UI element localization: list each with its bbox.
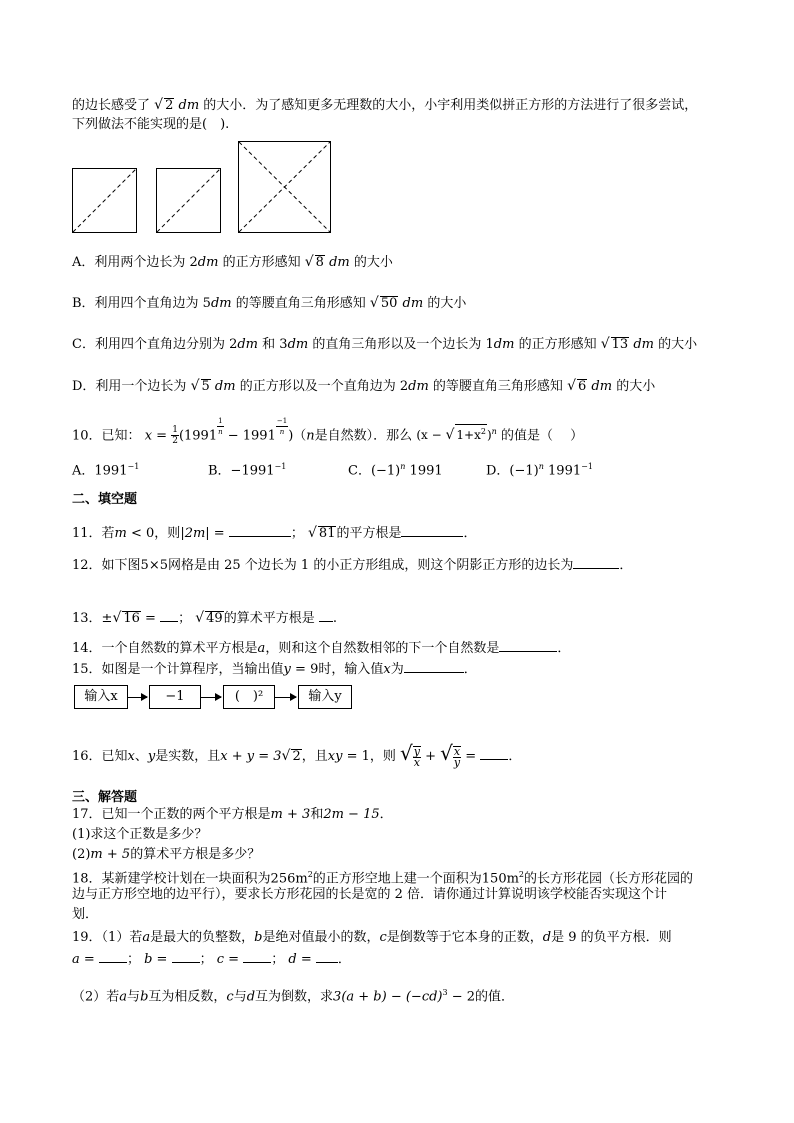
text: 互为倒数，求 bbox=[255, 989, 334, 1005]
text: ) bbox=[486, 428, 492, 443]
question-17-part-1: (1)求这个正数是多少？ bbox=[72, 827, 208, 842]
plus-sign: + bbox=[421, 749, 441, 764]
flow-box-square: ( )² bbox=[223, 685, 275, 709]
unit: dm bbox=[287, 337, 309, 352]
question-16 bbox=[72, 740, 521, 770]
text: (1991 bbox=[178, 428, 218, 444]
text: 的边长感受了 bbox=[72, 98, 151, 113]
text: 13．± bbox=[72, 611, 113, 626]
var: c bbox=[226, 989, 234, 1005]
num: 1 bbox=[218, 417, 223, 425]
num: −1 bbox=[276, 417, 288, 425]
text: A．利用两个边长为 2 bbox=[72, 255, 198, 270]
var: a bbox=[257, 641, 266, 656]
answer-blank[interactable] bbox=[404, 660, 464, 673]
text: 的正方形空地上建一个面积为150m bbox=[312, 871, 519, 887]
question-18-line-3: 划． bbox=[72, 907, 99, 922]
unit: dm bbox=[237, 337, 259, 352]
sup: n bbox=[491, 427, 497, 437]
text: 1991 bbox=[543, 463, 582, 479]
arrow-icon bbox=[201, 697, 221, 698]
expression bbox=[416, 428, 496, 442]
text: ． bbox=[463, 662, 477, 677]
question-12 bbox=[72, 556, 632, 575]
text: 是倒数等于它本身的正数， bbox=[386, 930, 543, 945]
option-10b bbox=[208, 458, 286, 480]
squares-figure bbox=[72, 140, 334, 236]
var: a bbox=[142, 930, 151, 945]
answer-blank[interactable] bbox=[229, 524, 291, 537]
fraction bbox=[453, 746, 461, 768]
text: 的值． bbox=[475, 989, 515, 1005]
text: 16．已知 bbox=[72, 749, 128, 764]
expr: x + y = 3 bbox=[220, 749, 282, 764]
sup: 2 bbox=[480, 427, 486, 437]
text: ； bbox=[271, 952, 285, 967]
text: A．1991 bbox=[72, 463, 128, 479]
var: x bbox=[127, 749, 135, 764]
question-14 bbox=[72, 639, 570, 658]
den: n bbox=[279, 428, 285, 436]
radicand bbox=[455, 424, 487, 442]
text: ； bbox=[290, 526, 304, 541]
radicand: 6 bbox=[578, 379, 587, 394]
option-d bbox=[72, 377, 655, 396]
answer-blank[interactable] bbox=[99, 950, 127, 963]
unit: dm bbox=[214, 379, 236, 394]
text: （2）若 bbox=[72, 989, 120, 1005]
text: 与 bbox=[233, 989, 247, 1005]
text: ； bbox=[126, 952, 140, 967]
expr: xy bbox=[327, 749, 343, 764]
text: 19．（1）若 bbox=[72, 930, 143, 945]
text: ) bbox=[288, 428, 294, 444]
sqrt-sign: √ bbox=[567, 378, 576, 394]
intro-line-1 bbox=[72, 96, 697, 115]
text: 的正方形感知 bbox=[222, 255, 301, 270]
var: a bbox=[119, 989, 128, 1005]
text: 1991 bbox=[405, 463, 443, 479]
text: 是 9 的负平方根．则 bbox=[551, 930, 672, 945]
question-19-line-1 bbox=[72, 929, 672, 947]
text: （ bbox=[293, 428, 307, 444]
sup: 3 bbox=[442, 988, 448, 997]
option-b bbox=[72, 294, 466, 313]
text: 12．如下图5×5网格是由 25 个边长为 1 的小正方形组成，则这个阴影正方形的边长为 bbox=[72, 558, 574, 573]
large-square bbox=[239, 142, 331, 233]
unit: dm bbox=[402, 296, 424, 311]
var: b bbox=[144, 952, 153, 967]
sqrt-sign: √ bbox=[281, 748, 291, 764]
question-19-line-2 bbox=[72, 950, 351, 969]
text: 的正方形感知 bbox=[518, 337, 597, 352]
sup: −1 bbox=[581, 462, 593, 471]
text: 的平方根是 bbox=[336, 526, 402, 541]
var: d bbox=[288, 952, 297, 967]
text: 的大小 bbox=[353, 255, 393, 270]
text: 的大小．为了感知更多无理数的大小，小宇利用类似拼正方形的方法进行了很多尝试， bbox=[203, 98, 698, 113]
den: n bbox=[218, 428, 223, 436]
unit: dm bbox=[178, 98, 200, 113]
unit: dm bbox=[329, 255, 350, 270]
exponent bbox=[276, 416, 288, 437]
radicand: 81 bbox=[318, 526, 336, 541]
text: = bbox=[224, 952, 244, 967]
answer-blank[interactable] bbox=[172, 950, 200, 963]
option-a bbox=[72, 253, 393, 272]
flow-box-minus-one: −1 bbox=[149, 685, 201, 709]
text: 的算术平方根是 bbox=[223, 611, 315, 626]
text: 与 bbox=[127, 989, 141, 1005]
answer-blank[interactable] bbox=[401, 524, 463, 537]
text: 的等腰直角三角形感知 bbox=[235, 296, 366, 311]
sup: 2 bbox=[518, 870, 525, 879]
sqrt-sign: √ bbox=[112, 610, 122, 626]
question-19-line-3 bbox=[72, 984, 514, 1006]
text: = 9时，输入值 bbox=[290, 662, 384, 677]
option-10d bbox=[486, 458, 593, 480]
radicand: 8 bbox=[315, 255, 324, 270]
question-17-part-2 bbox=[72, 846, 260, 864]
question-15 bbox=[72, 660, 477, 679]
radicand: 13 bbox=[611, 337, 629, 352]
sup: n bbox=[538, 462, 544, 471]
radicand: 5 bbox=[201, 379, 210, 394]
text: 的大小 bbox=[658, 337, 698, 352]
text: B．利用四个直角边为 5 bbox=[72, 296, 211, 311]
text: = bbox=[461, 749, 481, 764]
text: − 1991 bbox=[223, 428, 276, 444]
question-11 bbox=[72, 524, 477, 543]
text: (x − bbox=[416, 428, 446, 443]
sqrt-sign: √ bbox=[304, 254, 314, 270]
text: 是绝对值最小的数， bbox=[262, 930, 380, 945]
text: 是实数，且 bbox=[155, 749, 221, 764]
text: . bbox=[332, 611, 337, 626]
arrow-icon bbox=[128, 697, 147, 698]
answer-blank[interactable] bbox=[573, 556, 619, 569]
sqrt-sign: √ bbox=[154, 97, 164, 113]
question-10 bbox=[72, 416, 583, 448]
unit: dm bbox=[591, 379, 613, 394]
sqrt-sign: √ bbox=[369, 295, 379, 311]
expr: m + 3 bbox=[270, 807, 311, 822]
small-square-2 bbox=[157, 169, 221, 233]
question-18-line-2: 边与正方形空地的边平行），要求长方形花园的长是宽的 2 倍．请你通过计算说明该学校能否实现这个计 bbox=[72, 887, 668, 902]
arrow-icon bbox=[275, 697, 296, 698]
text: D．(−1) bbox=[486, 463, 539, 479]
text: 和 3 bbox=[262, 337, 288, 352]
text: 11．若 bbox=[72, 526, 115, 541]
radicand: 2 bbox=[292, 749, 301, 764]
text: 的直角三角形以及一个边长为 1 bbox=[312, 337, 494, 352]
text: ，且 bbox=[301, 749, 328, 764]
sqrt-sign: √ bbox=[440, 741, 453, 765]
text: = bbox=[79, 952, 99, 967]
var: d bbox=[246, 989, 256, 1005]
text: = bbox=[152, 428, 172, 444]
var: b bbox=[140, 989, 149, 1005]
var: m bbox=[114, 526, 127, 541]
radicand-text: 1+x bbox=[456, 428, 481, 443]
answer-blank[interactable] bbox=[160, 609, 178, 622]
text: 的值是（ ） bbox=[500, 428, 584, 444]
text: ． bbox=[508, 749, 522, 764]
var: d bbox=[542, 930, 552, 945]
expr: |2m| bbox=[180, 526, 210, 541]
text: ． bbox=[379, 807, 393, 822]
num: 1 bbox=[172, 425, 178, 436]
answer-blank[interactable] bbox=[316, 950, 338, 963]
intro-line-2: 下列做法不能实现的是( ). bbox=[72, 117, 230, 132]
var: y bbox=[283, 662, 291, 677]
text: ． bbox=[557, 641, 571, 656]
text: (2) bbox=[72, 847, 91, 862]
flow-box-input-x: 输入x bbox=[74, 685, 128, 709]
text: ． bbox=[619, 558, 633, 573]
text: 的大小 bbox=[616, 379, 656, 394]
option-c bbox=[72, 335, 697, 354]
sqrt-sign: √ bbox=[445, 427, 455, 444]
text: 和 bbox=[310, 807, 324, 822]
text: = bbox=[296, 952, 316, 967]
num: y bbox=[413, 744, 420, 758]
text: 是自然数）．那么 bbox=[314, 428, 413, 444]
section-fill-in: 二、填空题 bbox=[72, 492, 138, 507]
text: ，则和这个自然数相邻的下一个自然数是 bbox=[265, 641, 500, 656]
text: 是最大的负整数， bbox=[150, 930, 255, 945]
answer-blank[interactable] bbox=[480, 747, 508, 760]
section-solve: 三、解答题 bbox=[72, 790, 138, 805]
expr: 2m − 15 bbox=[323, 807, 380, 822]
unit: dm bbox=[408, 379, 429, 394]
sup: −1 bbox=[274, 462, 287, 471]
text: 的长方形花园（长方形花园的 bbox=[524, 871, 694, 887]
var: x bbox=[383, 662, 391, 677]
text: = 1，则 bbox=[342, 749, 396, 764]
option-10c bbox=[348, 458, 443, 480]
unit: dm bbox=[633, 337, 654, 352]
num-value: 1 bbox=[282, 417, 288, 425]
sqrt-sign: √ bbox=[195, 610, 205, 626]
fraction bbox=[171, 425, 179, 446]
var: c bbox=[379, 930, 387, 945]
text: 的等腰直角三角形感知 bbox=[432, 379, 563, 394]
sup: 2 bbox=[307, 870, 313, 879]
text: − 2 bbox=[447, 989, 476, 1005]
sqrt-sign: √ bbox=[190, 378, 200, 394]
text: 14．一个自然数的算术平方根是 bbox=[72, 641, 258, 656]
text: 、 bbox=[134, 749, 148, 764]
sup: −1 bbox=[127, 462, 140, 471]
text: C．利用四个直角边分别为 2 bbox=[72, 337, 238, 352]
unit: dm bbox=[493, 337, 515, 352]
text: 的大小 bbox=[427, 296, 467, 311]
var: y bbox=[147, 749, 156, 764]
var: a bbox=[72, 952, 80, 967]
question-13 bbox=[72, 609, 337, 628]
text: = bbox=[152, 952, 172, 967]
text: = bbox=[140, 611, 161, 626]
radicand: 16 bbox=[123, 611, 140, 626]
radicand: 50 bbox=[380, 296, 398, 311]
var: b bbox=[254, 930, 263, 945]
flow-box-output-y: 输入y bbox=[298, 685, 352, 709]
sup: n bbox=[400, 462, 406, 471]
text: 17．已知一个正数的两个平方根是 bbox=[72, 807, 271, 822]
text: 互为相反数， bbox=[148, 989, 227, 1005]
var: n bbox=[306, 428, 315, 444]
text: ； bbox=[199, 952, 213, 967]
text: 18．某新建学校计划在一块面积为256m bbox=[72, 871, 308, 887]
sqrt-sign: √ bbox=[400, 741, 413, 765]
sqrt-sign: √ bbox=[600, 336, 610, 352]
den: y bbox=[453, 755, 461, 769]
var: x bbox=[144, 428, 153, 444]
option-10a bbox=[72, 458, 139, 480]
num: x bbox=[453, 744, 461, 758]
text: ； bbox=[178, 611, 192, 626]
text: C．(−1) bbox=[348, 463, 401, 479]
question-18-line-1 bbox=[72, 866, 693, 888]
text: 为 bbox=[390, 662, 404, 677]
small-square-1 bbox=[73, 169, 137, 233]
den: x bbox=[413, 755, 420, 769]
text: ． bbox=[463, 526, 477, 541]
answer-blank[interactable] bbox=[319, 609, 333, 622]
text: 的算术平方根是多少？ bbox=[130, 847, 261, 862]
question-17 bbox=[72, 806, 393, 824]
text: = bbox=[209, 526, 229, 541]
text: < 0，则 bbox=[126, 526, 181, 541]
expr: m + 5 bbox=[90, 847, 131, 862]
text: 15．如图是一个计算程序，当输出值 bbox=[72, 662, 284, 677]
text: 10．已知： bbox=[72, 428, 141, 444]
den: 2 bbox=[172, 436, 178, 447]
var: c bbox=[216, 952, 225, 967]
unit: dm bbox=[197, 255, 219, 270]
expr: 3(a + b) − (−cd) bbox=[333, 989, 443, 1005]
text: ． bbox=[337, 952, 351, 967]
text: B．−1991 bbox=[208, 463, 275, 479]
text: D．利用一个边长为 bbox=[72, 379, 187, 394]
radicand: 49 bbox=[206, 611, 223, 626]
radicand: 2 bbox=[165, 98, 174, 113]
answer-blank[interactable] bbox=[499, 639, 557, 652]
fraction bbox=[413, 746, 421, 768]
answer-blank[interactable] bbox=[243, 950, 271, 963]
sqrt-sign: √ bbox=[308, 525, 317, 541]
text: 的正方形以及一个直角边为 2 bbox=[239, 379, 409, 394]
unit: dm bbox=[210, 296, 232, 311]
